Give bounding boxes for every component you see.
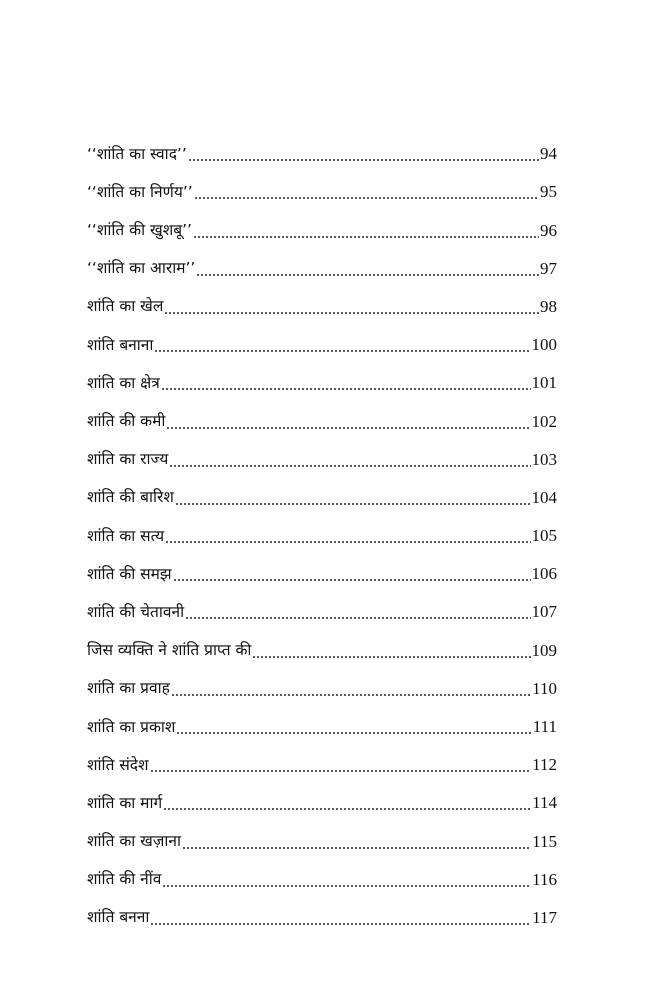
toc-entry[interactable]: [87, 469, 557, 507]
dot-leader: [150, 913, 531, 927]
toc-entry[interactable]: [87, 201, 557, 239]
toc-entry[interactable]: [87, 316, 557, 354]
toc-entry[interactable]: [87, 125, 557, 163]
toc-entry[interactable]: [87, 889, 557, 927]
dot-leader: [173, 569, 531, 583]
table-of-contents: [87, 125, 557, 927]
toc-entry-title: शांति का खज़ाना: [87, 832, 181, 851]
toc-entry-title: शांति का मार्ग: [87, 793, 163, 812]
toc-entry[interactable]: [87, 507, 557, 545]
dot-leader: [185, 607, 530, 621]
toc-entry[interactable]: [87, 392, 557, 430]
toc-entry[interactable]: [87, 774, 557, 812]
toc-entry-page: 109: [531, 640, 557, 660]
dot-leader: [176, 722, 531, 736]
toc-entry-page: 96: [540, 220, 557, 240]
toc-entry[interactable]: [87, 431, 557, 469]
toc-entry-title: शांति बनाना: [87, 335, 154, 354]
toc-entry-page: 94: [540, 144, 557, 164]
dot-leader: [175, 493, 531, 507]
toc-entry-title: शांति का प्रवाह: [87, 679, 170, 698]
toc-entry[interactable]: [87, 660, 557, 698]
toc-entry-title: शांति बनना: [87, 908, 150, 927]
dot-leader: [171, 684, 531, 698]
toc-entry-page: 102: [531, 411, 557, 431]
toc-entry-title: शांति का क्षेत्र: [87, 373, 160, 392]
dot-leader: [182, 837, 531, 851]
toc-entry-page: 114: [532, 793, 557, 813]
toc-entry-title: ‘‘शांति की खुशबू’’: [87, 221, 192, 240]
dot-leader: [161, 378, 531, 392]
toc-entry-title: शांति का राज्य: [87, 450, 169, 469]
toc-entry[interactable]: [87, 583, 557, 621]
dot-leader: [163, 798, 531, 812]
toc-entry[interactable]: [87, 240, 557, 278]
dot-leader: [252, 646, 530, 660]
toc-entry[interactable]: [87, 698, 557, 736]
toc-entry-title: जिस व्यक्ति ने शांति प्राप्त की: [87, 641, 252, 660]
toc-entry-page: 101: [531, 373, 557, 393]
dot-leader: [162, 875, 531, 889]
toc-entry-page: 111: [532, 717, 557, 736]
dot-leader: [169, 455, 530, 469]
dot-leader: [164, 302, 539, 316]
toc-entry-title: शांति की चेतावनी: [87, 602, 185, 621]
toc-entry-page: 97: [540, 258, 557, 278]
toc-entry-title: शांति संदेश: [87, 755, 149, 774]
dot-leader: [165, 531, 530, 545]
toc-entry-page: 95: [540, 182, 557, 202]
toc-entry[interactable]: [87, 278, 557, 316]
dot-leader: [166, 417, 530, 431]
toc-entry[interactable]: [87, 354, 557, 392]
toc-entry-title: शांति का सत्य: [87, 526, 165, 545]
toc-entry-title: शांति का प्रकाश: [87, 717, 176, 736]
toc-entry[interactable]: [87, 812, 557, 850]
toc-entry-title: शांति की समझ: [87, 564, 172, 583]
toc-entry-page: 104: [531, 487, 557, 507]
toc-entry-title: ‘‘शांति का स्वाद’’: [87, 144, 187, 163]
toc-entry-title: शांति का खेल: [87, 297, 164, 316]
toc-entry-page: 103: [531, 449, 557, 469]
toc-entry-title: शांति की कमी: [87, 412, 166, 430]
toc-entry-title: ‘‘शांति का आराम’’: [87, 259, 196, 278]
dot-leader: [188, 149, 539, 163]
toc-entry-page: 100: [531, 335, 557, 355]
dot-leader: [154, 340, 530, 354]
toc-entry[interactable]: [87, 736, 557, 774]
toc-entry[interactable]: [87, 621, 557, 659]
toc-entry[interactable]: [87, 545, 557, 583]
toc-entry-page: 106: [531, 564, 557, 584]
dot-leader: [194, 187, 539, 201]
toc-entry-page: 115: [532, 831, 557, 851]
toc-entry-title: शांति की नींव: [87, 870, 162, 889]
toc-entry-page: 105: [531, 526, 557, 546]
dot-leader: [150, 760, 532, 774]
toc-entry[interactable]: [87, 851, 557, 889]
toc-entry-page: 116: [532, 869, 557, 889]
toc-entry-page: 117: [532, 907, 557, 927]
dot-leader: [196, 264, 539, 278]
toc-entry-page: 110: [532, 678, 557, 698]
toc-entry[interactable]: [87, 163, 557, 201]
dot-leader: [193, 226, 539, 240]
toc-entry-page: 98: [540, 296, 557, 316]
toc-entry-title: ‘‘शांति का निर्णय’’: [87, 182, 193, 201]
toc-entry-title: शांति की बारिश: [87, 488, 174, 507]
toc-entry-page: 107: [531, 602, 557, 622]
toc-entry-page: 112: [532, 755, 557, 775]
